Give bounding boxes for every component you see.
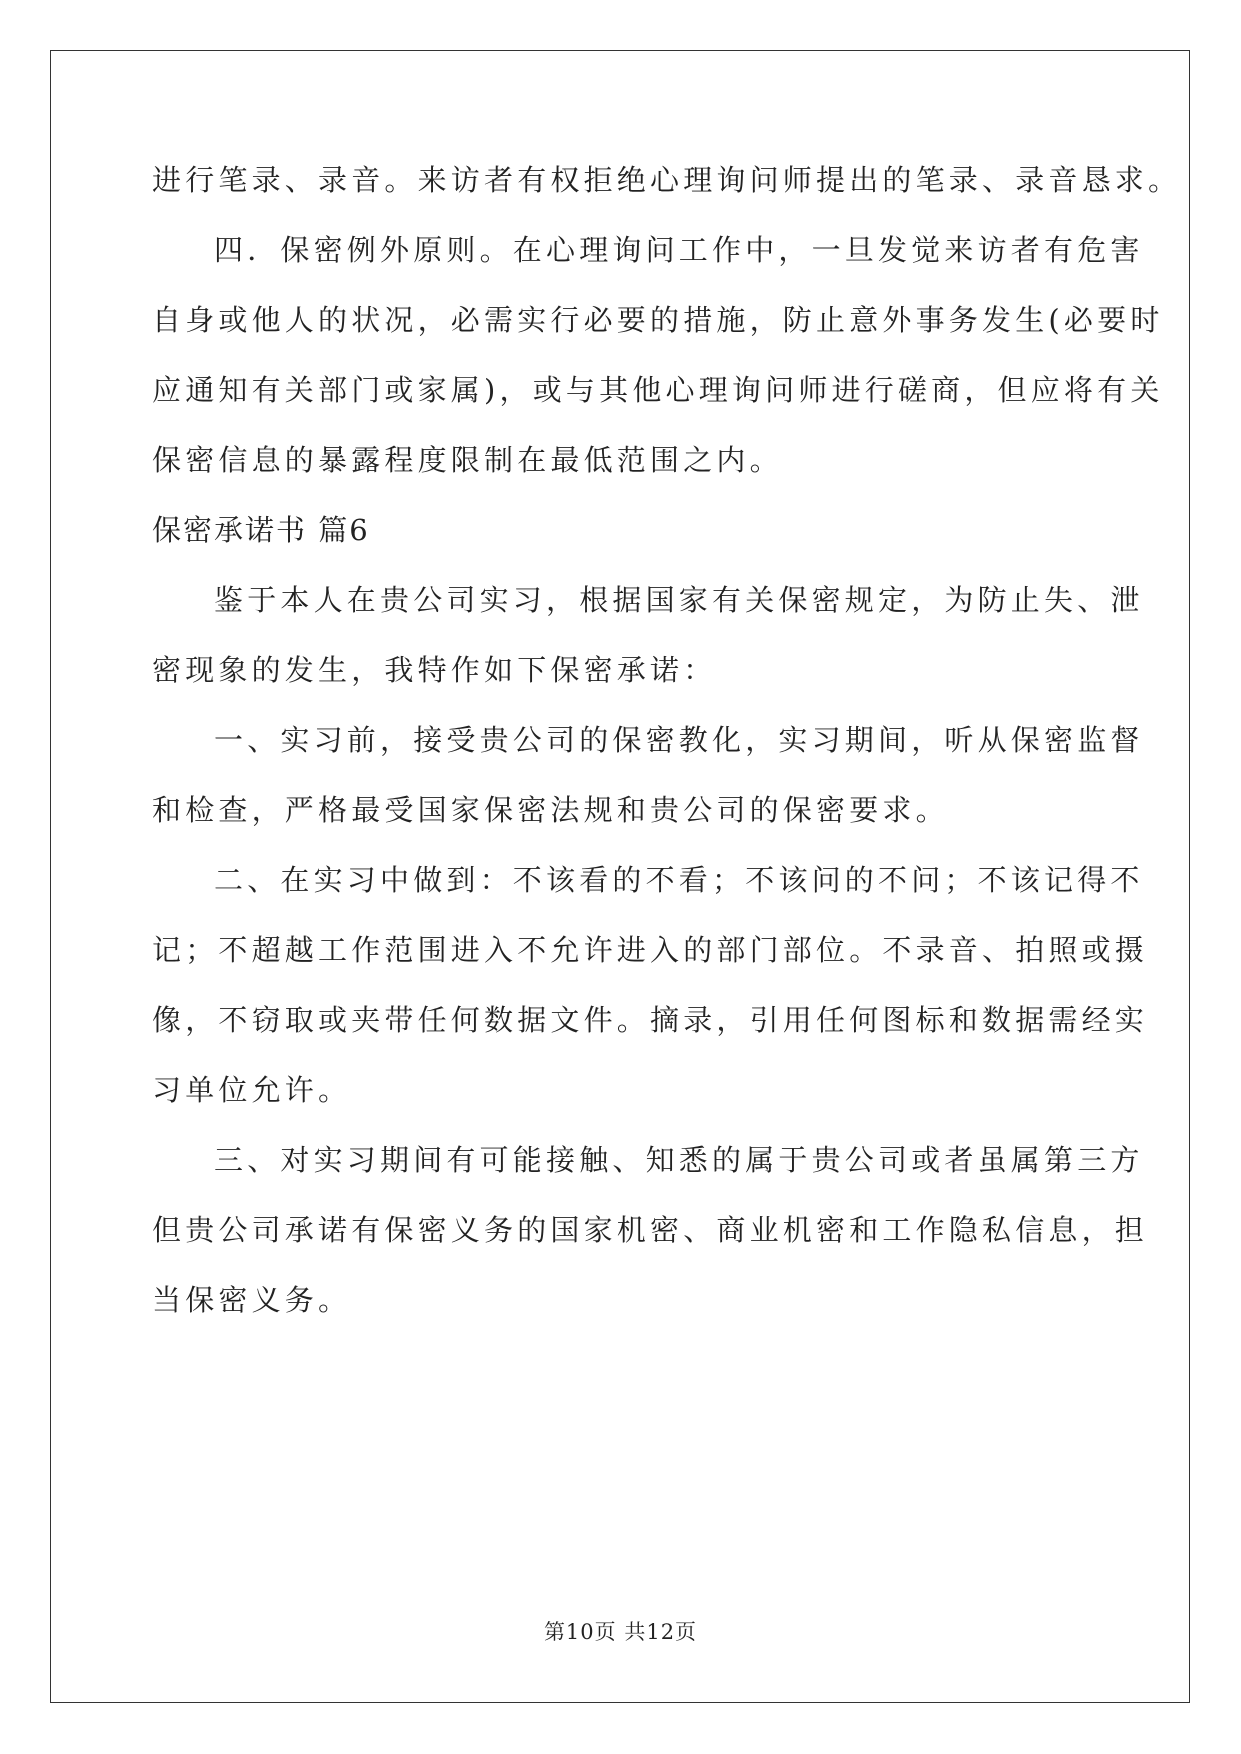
paragraph-1-start: 一、实习前，接受贵公司的保密教化，实习期间，听从保密监督 bbox=[214, 723, 1144, 757]
text-line: 记；不超越工作范围进入不允许进入的部门部位。不录音、拍照或摄 bbox=[152, 933, 1149, 967]
text-line: 保密信息的暴露程度限制在最低范围之内。 bbox=[152, 443, 783, 477]
text-line: 像，不窃取或夹带任何数据文件。摘录，引用任何图标和数据需经实 bbox=[152, 1003, 1149, 1037]
text-line: 密现象的发生，我特作如下保密承诺： bbox=[152, 653, 717, 687]
text-line: 习单位允许。 bbox=[152, 1073, 352, 1107]
paragraph-3-start: 三、对实习期间有可能接触、知悉的属于贵公司或者虽属第三方 bbox=[214, 1143, 1144, 1177]
text-line: 自身或他人的状况，必需实行必要的措施，防止意外事务发生(必要时 bbox=[152, 303, 1164, 337]
paragraph-2-start: 二、在实习中做到：不该看的不看；不该问的不问；不该记得不 bbox=[214, 863, 1144, 897]
text-line: 但贵公司承诺有保密义务的国家机密、商业机密和工作隐私信息，担 bbox=[152, 1213, 1149, 1247]
text-line: 和检查，严格最受国家保密法规和贵公司的保密要求。 bbox=[152, 793, 949, 827]
text-line: 当保密义务。 bbox=[152, 1283, 352, 1317]
paragraph-4-start: 四．保密例外原则。在心理询问工作中，一旦发觉来访者有危害 bbox=[214, 233, 1144, 267]
section-heading: 保密承诺书 篇6 bbox=[152, 513, 370, 547]
page-number: 第10页 共12页 bbox=[543, 1620, 698, 1644]
paragraph-intro-start: 鉴于本人在贵公司实习，根据国家有关保密规定，为防止失、泄 bbox=[214, 583, 1144, 617]
text-line: 应通知有关部门或家属)，或与其他心理询问师进行磋商，但应将有关 bbox=[152, 373, 1164, 407]
text-line: 进行笔录、录音。来访者有权拒绝心理询问师提出的笔录、录音恳求。 bbox=[152, 163, 1182, 197]
